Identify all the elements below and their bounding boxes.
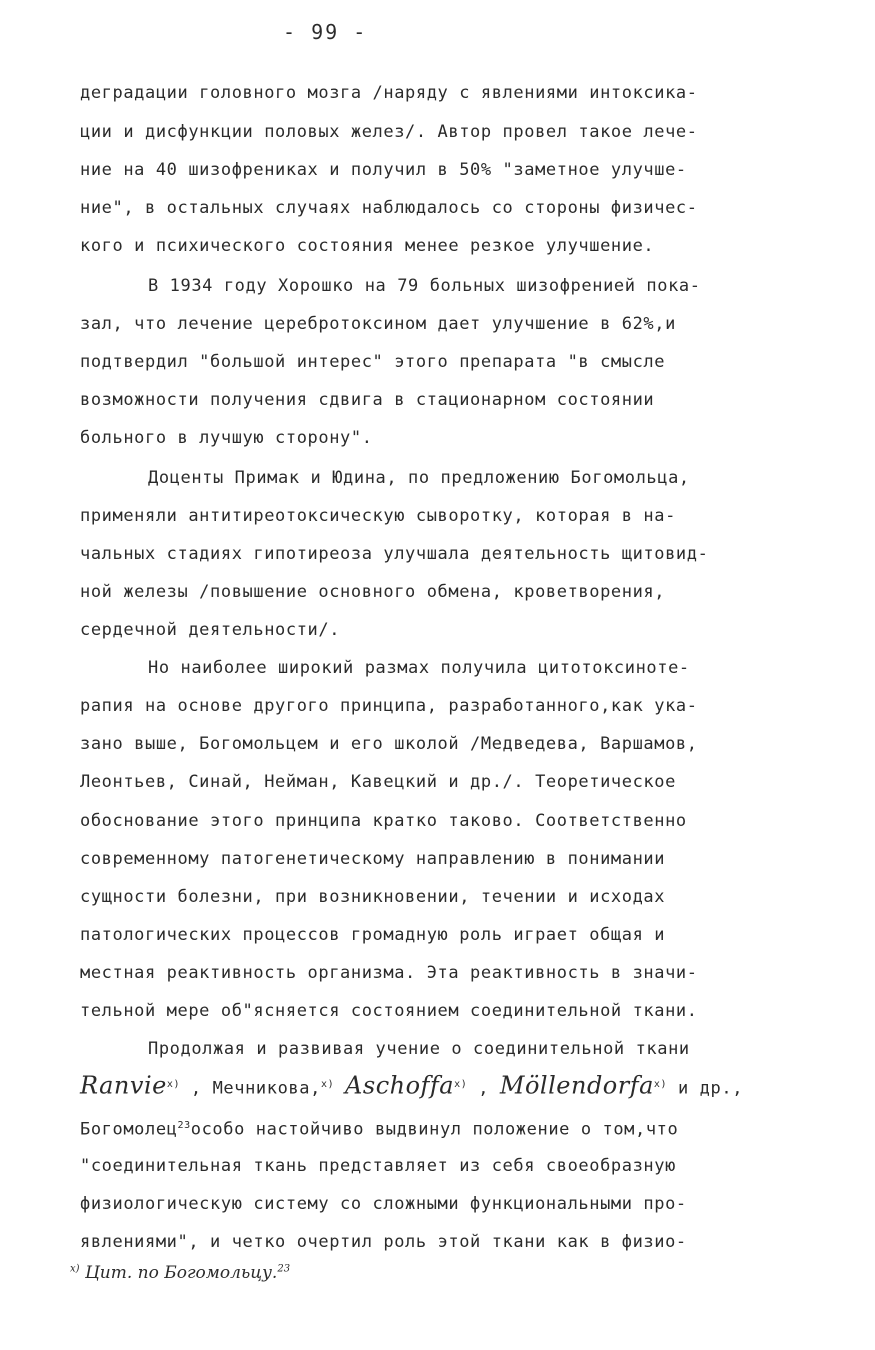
- footnote-mark: x): [166, 1079, 181, 1090]
- text-line: чальных стадиях гипотиреоза улучшала деятельность щитовид-: [80, 544, 709, 564]
- text-segment: ,: [478, 1078, 490, 1099]
- text-line: В 1934 году Хорошко на 79 больных шизофренией пока-: [148, 276, 701, 296]
- text-line: рапия на основе другого принципа, разработанного,как ука-: [80, 696, 698, 716]
- text-line: ной железы /повышение основного обмена, кроветворения,: [80, 582, 666, 602]
- text-line: тельной мере об"ясняется состоянием соединительной ткани.: [80, 1001, 698, 1021]
- text-line: явлениями", и четко очертил роль этой ткани как в физио-: [80, 1232, 687, 1252]
- text-line: зал, что лечение церебротоксином дает улучшение в 62%,и: [80, 314, 676, 334]
- footnote: [70, 1263, 290, 1283]
- text-line: [80, 1115, 678, 1141]
- text-line: ции и дисфункции половых желез/. Автор провел такое лече-: [80, 122, 698, 142]
- handwritten-name: Ranvie: [80, 1071, 167, 1100]
- text-segment: Богомолец: [80, 1119, 178, 1140]
- text-line: подтвердил "большой интерес" этого препарата "в смысле: [80, 352, 666, 372]
- text-line: ние", в остальных случаях наблюдалось со стороны физичес-: [80, 198, 698, 218]
- text-line: больного в лучшую сторону".: [80, 428, 373, 448]
- footnote-text: Цит. по Богомольцу.: [84, 1263, 278, 1283]
- footnote-mark: x): [653, 1079, 668, 1090]
- text-line: патологических процессов громадную роль играет общая и: [80, 925, 666, 945]
- text-line: современному патогенетическому направлению в понимании: [80, 849, 666, 869]
- text-line: Доценты Примак и Юдина, по предложению Богомольца,: [148, 468, 690, 488]
- text-line: Но наиболее широкий размах получила цитотоксиноте-: [148, 658, 690, 678]
- text-line: физиологическую систему со сложными функциональными про-: [80, 1194, 687, 1214]
- reference-number: 23: [277, 1263, 291, 1275]
- text-line: сердечной деятельности/.: [80, 620, 341, 640]
- footnote-mark: x): [320, 1079, 335, 1090]
- reference-number: 23: [177, 1120, 191, 1131]
- names-line: [80, 1070, 743, 1104]
- text-line: ние на 40 шизофрениках и получил в 50% "заметное улучше-: [80, 160, 687, 180]
- handwritten-name: Möllendorfa: [499, 1071, 654, 1100]
- text-line: деградации головного мозга /наряду с явлениями интоксика-: [80, 83, 698, 103]
- text-line: Леонтьев, Синай, Нейман, Кавецкий и др./. Теоретическое: [80, 772, 676, 792]
- footnote-mark: x): [70, 1263, 80, 1275]
- text-segment: , Мечникова,: [190, 1078, 321, 1099]
- text-line: кого и психического состояния менее резкое улучшение.: [80, 236, 655, 256]
- handwritten-name: Aschoffa: [345, 1071, 455, 1100]
- footnote-mark: x): [454, 1079, 468, 1090]
- text-line: зано выше, Богомольцем и его школой /Медведева, Варшамов,: [80, 734, 698, 754]
- text-line: обоснование этого принципа кратко таково. Соответственно: [80, 811, 687, 831]
- page-number: - 99 -: [283, 20, 368, 44]
- text-line: сущности болезни, при возникновении, течении и исходах: [80, 887, 666, 907]
- text-line: Продолжая и развивая учение о соединительной ткани: [148, 1039, 690, 1059]
- text-segment: и др.,: [678, 1078, 744, 1099]
- text-line: применяли антитиреотоксическую сыворотку, которая в на-: [80, 506, 676, 526]
- text-line: местная реактивность организма. Эта реактивность в значи-: [80, 963, 698, 983]
- text-segment: особо настойчиво выдвинул положение о том,что: [190, 1119, 679, 1140]
- text-line: возможности получения сдвига в стационарном состоянии: [80, 390, 655, 410]
- text-line: "соединительная ткань представляет из себя своеобразную: [80, 1156, 676, 1176]
